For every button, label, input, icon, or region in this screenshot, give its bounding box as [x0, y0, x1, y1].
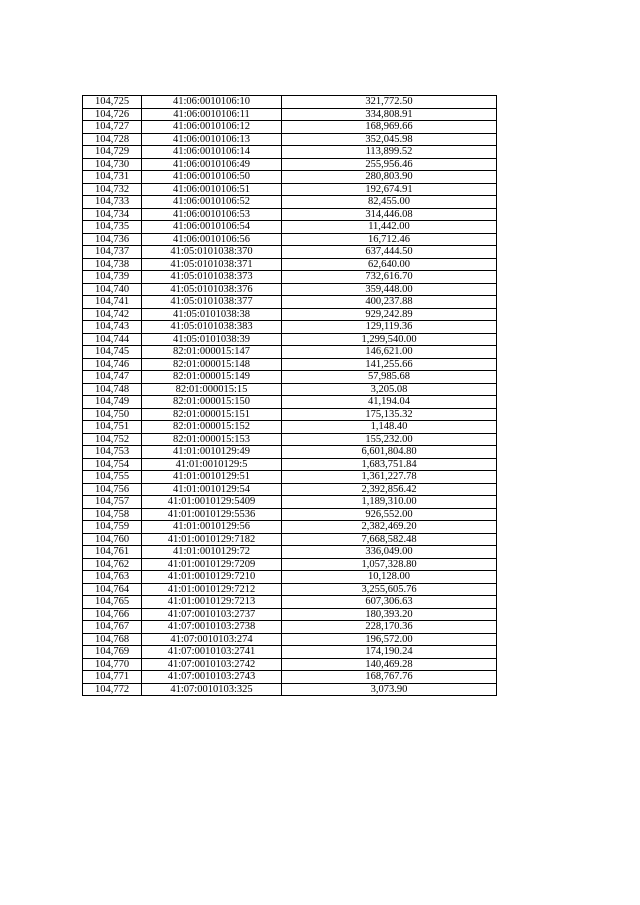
- value-cell: 1,189,310.00: [282, 496, 497, 509]
- table-row: [83, 433, 497, 446]
- cadastral-number-cell: 41:01:0010129:5536: [142, 508, 282, 521]
- cadastral-number-cell: 82:01:000015:149: [142, 371, 282, 384]
- value-cell: 62,640.00: [282, 258, 497, 271]
- cadastral-number-cell: 82:01:000015:151: [142, 408, 282, 421]
- value-cell: 926,552.00: [282, 508, 497, 521]
- cadastral-number-cell: 41:06:0010106:50: [142, 171, 282, 184]
- value-cell: 168,969.66: [282, 121, 497, 134]
- table-row: [83, 358, 497, 371]
- value-cell: 359,448.00: [282, 283, 497, 296]
- cadastral-number-cell: 41:05:0101038:377: [142, 296, 282, 309]
- cadastral-number-cell: 41:07:0010103:2738: [142, 621, 282, 634]
- table-row: [83, 408, 497, 421]
- value-cell: 400,237.88: [282, 296, 497, 309]
- cadastral-value-table: [82, 95, 497, 696]
- table-row: [83, 546, 497, 559]
- row-number-cell: 104,744: [83, 333, 142, 346]
- table-row: [83, 483, 497, 496]
- row-number-cell: 104,764: [83, 583, 142, 596]
- cadastral-number-cell: 41:06:0010106:54: [142, 221, 282, 234]
- row-number-cell: 104,767: [83, 621, 142, 634]
- table-row: [83, 333, 497, 346]
- value-cell: 175,135.32: [282, 408, 497, 421]
- cadastral-number-cell: 41:07:0010103:274: [142, 633, 282, 646]
- value-cell: 6,601,804.80: [282, 446, 497, 459]
- table-row: [83, 233, 497, 246]
- row-number-cell: 104,753: [83, 446, 142, 459]
- row-number-cell: 104,731: [83, 171, 142, 184]
- table-row: [83, 458, 497, 471]
- row-number-cell: 104,757: [83, 496, 142, 509]
- cadastral-number-cell: 41:06:0010106:56: [142, 233, 282, 246]
- table-row: [83, 558, 497, 571]
- table-row: [83, 496, 497, 509]
- row-number-cell: 104,749: [83, 396, 142, 409]
- value-cell: 174,190.24: [282, 646, 497, 659]
- value-cell: 2,392,856.42: [282, 483, 497, 496]
- value-cell: 1,683,751.84: [282, 458, 497, 471]
- cadastral-number-cell: 41:06:0010106:13: [142, 133, 282, 146]
- value-cell: 10,128.00: [282, 571, 497, 584]
- cadastral-number-cell: 41:05:0101038:39: [142, 333, 282, 346]
- row-number-cell: 104,772: [83, 683, 142, 696]
- value-cell: 155,232.00: [282, 433, 497, 446]
- table-row: [83, 683, 497, 696]
- value-cell: 146,621.00: [282, 346, 497, 359]
- value-cell: 7,668,582.48: [282, 533, 497, 546]
- value-cell: 1,057,328.80: [282, 558, 497, 571]
- cadastral-number-cell: 41:06:0010106:53: [142, 208, 282, 221]
- row-number-cell: 104,747: [83, 371, 142, 384]
- row-number-cell: 104,768: [83, 633, 142, 646]
- row-number-cell: 104,735: [83, 221, 142, 234]
- value-cell: 321,772.50: [282, 96, 497, 109]
- value-cell: 3,205.08: [282, 383, 497, 396]
- value-cell: 334,808.91: [282, 108, 497, 121]
- value-cell: 1,299,540.00: [282, 333, 497, 346]
- cadastral-number-cell: 41:01:0010129:56: [142, 521, 282, 534]
- cadastral-number-cell: 41:05:0101038:373: [142, 271, 282, 284]
- value-cell: 196,572.00: [282, 633, 497, 646]
- cadastral-number-cell: 41:06:0010106:12: [142, 121, 282, 134]
- cadastral-number-cell: 41:06:0010106:14: [142, 146, 282, 159]
- row-number-cell: 104,758: [83, 508, 142, 521]
- cadastral-number-cell: 41:01:0010129:49: [142, 446, 282, 459]
- row-number-cell: 104,750: [83, 408, 142, 421]
- value-cell: 255,956.46: [282, 158, 497, 171]
- cadastral-number-cell: 41:01:0010129:7182: [142, 533, 282, 546]
- value-cell: 113,899.52: [282, 146, 497, 159]
- row-number-cell: 104,761: [83, 546, 142, 559]
- row-number-cell: 104,734: [83, 208, 142, 221]
- table-row: [83, 671, 497, 684]
- value-cell: 732,616.70: [282, 271, 497, 284]
- value-cell: 929,242.89: [282, 308, 497, 321]
- row-number-cell: 104,755: [83, 471, 142, 484]
- value-cell: 82,455.00: [282, 196, 497, 209]
- cadastral-number-cell: 41:05:0101038:383: [142, 321, 282, 334]
- table-row: [83, 446, 497, 459]
- table-row: [83, 208, 497, 221]
- row-number-cell: 104,741: [83, 296, 142, 309]
- cadastral-number-cell: 82:01:000015:148: [142, 358, 282, 371]
- cadastral-number-cell: 41:01:0010129:7212: [142, 583, 282, 596]
- cadastral-number-cell: 82:01:000015:150: [142, 396, 282, 409]
- value-cell: 352,045.98: [282, 133, 497, 146]
- cadastral-number-cell: 41:01:0010129:5: [142, 458, 282, 471]
- table-row: [83, 596, 497, 609]
- table-row: [83, 308, 497, 321]
- row-number-cell: 104,733: [83, 196, 142, 209]
- table-row: [83, 608, 497, 621]
- table-row: [83, 258, 497, 271]
- table-row: [83, 533, 497, 546]
- cadastral-number-cell: 41:01:0010129:54: [142, 483, 282, 496]
- row-number-cell: 104,728: [83, 133, 142, 146]
- table-row: [83, 296, 497, 309]
- cadastral-number-cell: 41:06:0010106:49: [142, 158, 282, 171]
- row-number-cell: 104,760: [83, 533, 142, 546]
- cadastral-number-cell: 41:07:0010103:2743: [142, 671, 282, 684]
- cadastral-number-cell: 82:01:000015:153: [142, 433, 282, 446]
- value-cell: 141,255.66: [282, 358, 497, 371]
- cadastral-number-cell: 41:01:0010129:7213: [142, 596, 282, 609]
- row-number-cell: 104,763: [83, 571, 142, 584]
- table-row: [83, 121, 497, 134]
- table-row: [83, 521, 497, 534]
- table-row: [83, 571, 497, 584]
- row-number-cell: 104,742: [83, 308, 142, 321]
- value-cell: 41,194.04: [282, 396, 497, 409]
- table-row: [83, 246, 497, 259]
- value-cell: 129,119.36: [282, 321, 497, 334]
- row-number-cell: 104,729: [83, 146, 142, 159]
- row-number-cell: 104,762: [83, 558, 142, 571]
- cadastral-number-cell: 82:01:000015:147: [142, 346, 282, 359]
- row-number-cell: 104,740: [83, 283, 142, 296]
- row-number-cell: 104,771: [83, 671, 142, 684]
- value-cell: 3,255,605.76: [282, 583, 497, 596]
- row-number-cell: 104,770: [83, 658, 142, 671]
- table-row: [83, 133, 497, 146]
- row-number-cell: 104,739: [83, 271, 142, 284]
- row-number-cell: 104,752: [83, 433, 142, 446]
- cadastral-number-cell: 82:01:000015:152: [142, 421, 282, 434]
- row-number-cell: 104,766: [83, 608, 142, 621]
- row-number-cell: 104,726: [83, 108, 142, 121]
- value-cell: 57,985.68: [282, 371, 497, 384]
- value-cell: 1,361,227.78: [282, 471, 497, 484]
- value-cell: 2,382,469.20: [282, 521, 497, 534]
- table-row: [83, 396, 497, 409]
- row-number-cell: 104,736: [83, 233, 142, 246]
- value-cell: 607,306.63: [282, 596, 497, 609]
- cadastral-number-cell: 41:05:0101038:376: [142, 283, 282, 296]
- cadastral-number-cell: 41:06:0010106:51: [142, 183, 282, 196]
- cadastral-number-cell: 41:05:0101038:38: [142, 308, 282, 321]
- value-cell: 192,674.91: [282, 183, 497, 196]
- table-row: [83, 221, 497, 234]
- row-number-cell: 104,725: [83, 96, 142, 109]
- row-number-cell: 104,730: [83, 158, 142, 171]
- row-number-cell: 104,756: [83, 483, 142, 496]
- value-cell: 3,073.90: [282, 683, 497, 696]
- value-cell: 228,170.36: [282, 621, 497, 634]
- table-row: [83, 283, 497, 296]
- cadastral-number-cell: 41:07:0010103:2741: [142, 646, 282, 659]
- row-number-cell: 104,754: [83, 458, 142, 471]
- value-cell: 11,442.00: [282, 221, 497, 234]
- row-number-cell: 104,746: [83, 358, 142, 371]
- table-row: [83, 171, 497, 184]
- table-row: [83, 183, 497, 196]
- row-number-cell: 104,759: [83, 521, 142, 534]
- value-cell: 16,712.46: [282, 233, 497, 246]
- table-row: [83, 271, 497, 284]
- row-number-cell: 104,765: [83, 596, 142, 609]
- row-number-cell: 104,745: [83, 346, 142, 359]
- row-number-cell: 104,769: [83, 646, 142, 659]
- table-row: [83, 371, 497, 384]
- table-row: [83, 108, 497, 121]
- cadastral-number-cell: 41:01:0010129:72: [142, 546, 282, 559]
- cadastral-number-cell: 41:01:0010129:7209: [142, 558, 282, 571]
- cadastral-number-cell: 41:07:0010103:2742: [142, 658, 282, 671]
- row-number-cell: 104,732: [83, 183, 142, 196]
- cadastral-number-cell: 41:06:0010106:11: [142, 108, 282, 121]
- table-row: [83, 346, 497, 359]
- value-cell: 1,148.40: [282, 421, 497, 434]
- table-row: [83, 646, 497, 659]
- table-row: [83, 508, 497, 521]
- value-cell: 180,393.20: [282, 608, 497, 621]
- cadastral-number-cell: 41:01:0010129:7210: [142, 571, 282, 584]
- table-row: [83, 421, 497, 434]
- value-cell: 280,803.90: [282, 171, 497, 184]
- cadastral-number-cell: 41:05:0101038:371: [142, 258, 282, 271]
- row-number-cell: 104,751: [83, 421, 142, 434]
- value-cell: 637,444.50: [282, 246, 497, 259]
- row-number-cell: 104,738: [83, 258, 142, 271]
- cadastral-number-cell: 41:07:0010103:2737: [142, 608, 282, 621]
- table-body: [83, 96, 497, 696]
- row-number-cell: 104,727: [83, 121, 142, 134]
- value-cell: 314,446.08: [282, 208, 497, 221]
- cadastral-number-cell: 41:05:0101038:370: [142, 246, 282, 259]
- value-cell: 336,049.00: [282, 546, 497, 559]
- table-row: [83, 658, 497, 671]
- table-row: [83, 621, 497, 634]
- table-row: [83, 471, 497, 484]
- table-row: [83, 583, 497, 596]
- table-row: [83, 158, 497, 171]
- table-row: [83, 321, 497, 334]
- row-number-cell: 104,743: [83, 321, 142, 334]
- table-row: [83, 96, 497, 109]
- cadastral-number-cell: 41:01:0010129:51: [142, 471, 282, 484]
- value-cell: 168,767.76: [282, 671, 497, 684]
- row-number-cell: 104,737: [83, 246, 142, 259]
- cadastral-number-cell: 41:01:0010129:5409: [142, 496, 282, 509]
- value-cell: 140,469.28: [282, 658, 497, 671]
- cadastral-number-cell: 82:01:000015:15: [142, 383, 282, 396]
- table-row: [83, 383, 497, 396]
- table-row: [83, 196, 497, 209]
- cadastral-number-cell: 41:06:0010106:10: [142, 96, 282, 109]
- cadastral-number-cell: 41:06:0010106:52: [142, 196, 282, 209]
- row-number-cell: 104,748: [83, 383, 142, 396]
- cadastral-number-cell: 41:07:0010103:325: [142, 683, 282, 696]
- table-row: [83, 146, 497, 159]
- table-row: [83, 633, 497, 646]
